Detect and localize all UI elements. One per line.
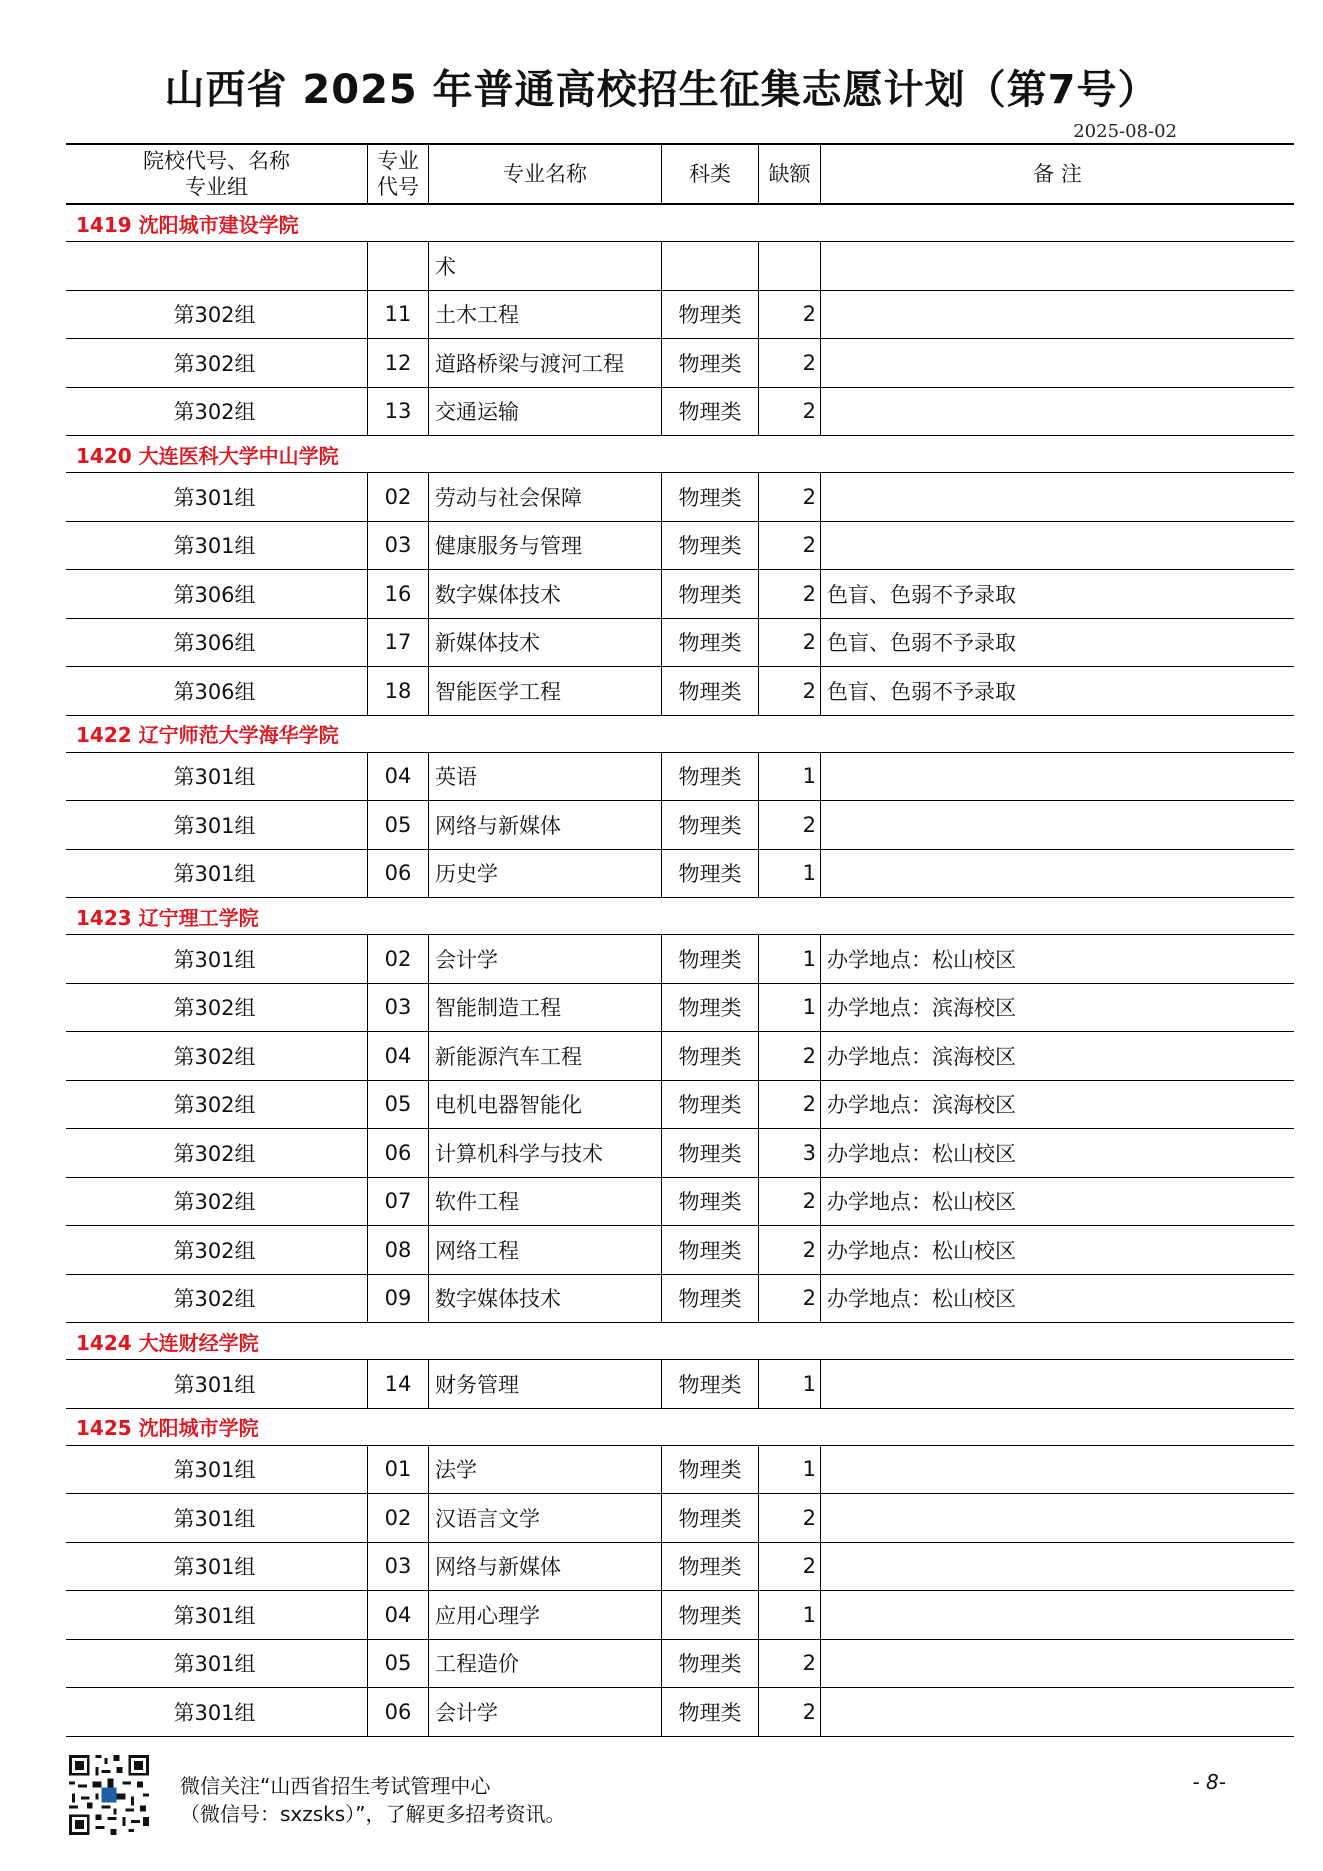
cell-vacancy: 3 [758,1129,820,1177]
cell-category: 物理类 [661,1226,758,1274]
table-row [66,1360,1294,1409]
footer-wechat-line1: 微信关注“山西省招生考试管理中心 [180,1774,491,1798]
cell-major-name: 新媒体技术 [428,619,661,667]
cell-note: 色盲、色弱不予录取 [820,619,1294,667]
cell-group: 第302组 [173,1287,256,1312]
cell-major-code: 05 [367,1081,428,1129]
cell-vacancy: 2 [758,1494,820,1542]
table-row [66,801,1294,850]
college-header: 1425 沈阳城市学院 [66,1409,1294,1446]
cell-major-name: 会计学 [428,1688,661,1736]
cell-group: 第301组 [173,1700,256,1725]
table-row [66,242,1294,291]
cell-group: 第301组 [173,765,256,790]
cell-major-code: 04 [367,753,428,801]
cell-group: 第301组 [173,813,256,838]
table-row [66,619,1294,668]
table-row [66,1494,1294,1543]
cell-major-code: 14 [367,1360,428,1408]
cell-note: 办学地点：松山校区 [820,1129,1294,1177]
cell-major-code: 03 [367,522,428,570]
cell-note: 办学地点：滨海校区 [820,984,1294,1032]
cell-major-code: 13 [367,388,428,436]
cell-major-name: 数字媒体技术 [428,570,661,618]
cell-major-name: 网络与新媒体 [428,1543,661,1591]
cell-group [66,242,367,290]
cell-vacancy: 2 [758,1543,820,1591]
table-row [66,1275,1294,1324]
table-row [66,935,1294,984]
cell-major-code [367,242,428,290]
cell-category: 物理类 [661,522,758,570]
header-major-code-line1: 专业 [377,149,419,173]
college-header: 1420 大连医科大学中山学院 [66,436,1294,473]
cell-major-name: 法学 [428,1446,661,1494]
cell-vacancy: 1 [758,1591,820,1639]
college-header: 1424 大连财经学院 [66,1323,1294,1360]
cell-major-code: 05 [367,1640,428,1688]
cell-group: 第301组 [173,1603,256,1628]
cell-vacancy: 1 [758,753,820,801]
header-group-label: 专业组 [185,175,248,199]
cell-note [820,1446,1294,1494]
cell-vacancy: 2 [758,388,820,436]
cell-major-code: 12 [367,339,428,387]
cell-category: 物理类 [661,667,758,715]
cell-major-name: 财务管理 [428,1360,661,1408]
cell-note [820,1543,1294,1591]
cell-group: 第302组 [173,400,256,425]
cell-vacancy: 1 [758,850,820,898]
cell-group: 第302组 [173,303,256,328]
cell-major-code: 05 [367,801,428,849]
header-category: 科类 [661,145,758,203]
cell-category: 物理类 [661,1360,758,1408]
cell-vacancy: 1 [758,1360,820,1408]
cell-vacancy: 2 [758,1226,820,1274]
cell-group: 第302组 [173,351,256,376]
table-row [66,753,1294,802]
header-notes: 备 注 [820,145,1294,203]
cell-category: 物理类 [661,570,758,618]
cell-vacancy: 2 [758,1688,820,1736]
cell-category: 物理类 [661,1446,758,1494]
cell-group: 第301组 [173,862,256,887]
cell-major-code: 16 [367,570,428,618]
cell-group: 第306组 [173,631,256,656]
cell-category: 物理类 [661,619,758,667]
cell-category: 物理类 [661,801,758,849]
cell-category: 物理类 [661,1543,758,1591]
cell-group: 第301组 [173,1555,256,1580]
cell-major-code: 07 [367,1178,428,1226]
cell-note [820,291,1294,339]
cell-major-name: 英语 [428,753,661,801]
cell-vacancy: 2 [758,1640,820,1688]
cell-group: 第301组 [173,1372,256,1397]
cell-major-code: 04 [367,1591,428,1639]
cell-note [820,1494,1294,1542]
table-row [66,1446,1294,1495]
cell-major-code: 06 [367,1129,428,1177]
cell-vacancy [758,242,820,290]
cell-group: 第301组 [173,1458,256,1483]
plan-table [66,143,1294,1737]
cell-vacancy: 2 [758,1178,820,1226]
college-header: 1422 辽宁师范大学海华学院 [66,716,1294,753]
header-college-label: 院校代号、名称 [143,149,290,173]
cell-group: 第301组 [173,1652,256,1677]
table-row [66,1178,1294,1227]
cell-category: 物理类 [661,1494,758,1542]
cell-major-name: 智能医学工程 [428,667,661,715]
cell-vacancy: 2 [758,619,820,667]
cell-vacancy: 2 [758,570,820,618]
cell-category: 物理类 [661,1275,758,1323]
page-title: 山西省 2025 年普通高校招生征集志愿计划（第7号） [164,67,1159,113]
cell-group: 第301组 [173,1506,256,1531]
cell-group: 第301组 [173,534,256,559]
cell-major-name: 计算机科学与技术 [428,1129,661,1177]
cell-major-name: 土木工程 [428,291,661,339]
publish-date: 2025-08-02 [1073,121,1177,142]
table-row [66,1591,1294,1640]
cell-note [820,339,1294,387]
cell-vacancy: 1 [758,1446,820,1494]
cell-major-name: 历史学 [428,850,661,898]
table-row [66,1129,1294,1178]
cell-note [820,242,1294,290]
cell-major-code: 02 [367,473,428,521]
cell-group: 第301组 [173,485,256,510]
cell-major-code: 06 [367,1688,428,1736]
cell-major-code: 02 [367,935,428,983]
cell-major-name: 道路桥梁与渡河工程 [428,339,661,387]
cell-note: 色盲、色弱不予录取 [820,570,1294,618]
cell-major-name: 健康服务与管理 [428,522,661,570]
cell-note [820,1360,1294,1408]
cell-major-name: 劳动与社会保障 [428,473,661,521]
cell-major-code: 17 [367,619,428,667]
cell-major-name: 数字媒体技术 [428,1275,661,1323]
cell-vacancy: 2 [758,1275,820,1323]
cell-group: 第306组 [173,679,256,704]
page-footer [66,1752,1226,1842]
cell-major-name: 软件工程 [428,1178,661,1226]
cell-category [661,242,758,290]
cell-group: 第302组 [173,1044,256,1069]
header-vacancy: 缺额 [758,145,820,203]
cell-major-name: 应用心理学 [428,1591,661,1639]
cell-vacancy: 2 [758,339,820,387]
cell-category: 物理类 [661,850,758,898]
table-row [66,667,1294,716]
header-college-group [66,145,367,203]
cell-group: 第302组 [173,996,256,1021]
cell-vacancy: 2 [758,473,820,521]
cell-category: 物理类 [661,1032,758,1080]
cell-major-name: 电机电器智能化 [428,1081,661,1129]
cell-category: 物理类 [661,291,758,339]
table-row [66,1640,1294,1689]
table-row [66,388,1294,437]
cell-major-code: 03 [367,984,428,1032]
cell-major-code: 03 [367,1543,428,1591]
cell-category: 物理类 [661,388,758,436]
cell-group: 第306组 [173,582,256,607]
cell-category: 物理类 [661,1591,758,1639]
cell-major-name: 新能源汽车工程 [428,1032,661,1080]
cell-category: 物理类 [661,984,758,1032]
table-row [66,570,1294,619]
cell-category: 物理类 [661,1081,758,1129]
cell-major-name: 交通运输 [428,388,661,436]
college-header: 1423 辽宁理工学院 [66,898,1294,935]
cell-major-name: 网络与新媒体 [428,801,661,849]
cell-note: 办学地点：滨海校区 [820,1081,1294,1129]
cell-category: 物理类 [661,753,758,801]
table-row [66,1543,1294,1592]
header-major-code-line2: 代号 [377,175,419,199]
cell-vacancy: 2 [758,1032,820,1080]
cell-note: 办学地点：松山校区 [820,1178,1294,1226]
cell-note [820,522,1294,570]
cell-note [820,1591,1294,1639]
cell-major-name: 术 [428,242,661,290]
header-major-code [367,145,428,203]
cell-note: 办学地点：松山校区 [820,1226,1294,1274]
cell-vacancy: 1 [758,935,820,983]
cell-major-code: 01 [367,1446,428,1494]
cell-note [820,1640,1294,1688]
cell-note [820,801,1294,849]
cell-major-name: 汉语言文学 [428,1494,661,1542]
cell-category: 物理类 [661,339,758,387]
qr-code-icon [66,1752,152,1838]
cell-group: 第302组 [173,1141,256,1166]
table-row [66,1226,1294,1275]
cell-group: 第301组 [173,947,256,972]
cell-major-name: 工程造价 [428,1640,661,1688]
table-row [66,1081,1294,1130]
cell-note [820,1688,1294,1736]
cell-note [820,388,1294,436]
cell-group: 第302组 [173,1093,256,1118]
table-row [66,984,1294,1033]
cell-note: 办学地点：松山校区 [820,1275,1294,1323]
cell-major-code: 18 [367,667,428,715]
cell-vacancy: 2 [758,801,820,849]
cell-category: 物理类 [661,473,758,521]
cell-major-code: 04 [367,1032,428,1080]
table-row [66,291,1294,340]
footer-wechat-line2: （微信号：sxzsks）”，了解更多招考资讯。 [180,1802,566,1826]
cell-major-name: 智能制造工程 [428,984,661,1032]
table-row [66,1032,1294,1081]
cell-major-code: 08 [367,1226,428,1274]
table-body [66,205,1294,1737]
cell-major-code: 09 [367,1275,428,1323]
cell-vacancy: 2 [758,667,820,715]
cell-note [820,753,1294,801]
cell-major-code: 11 [367,291,428,339]
header-major-name: 专业名称 [428,145,661,203]
cell-note: 办学地点：滨海校区 [820,1032,1294,1080]
cell-category: 物理类 [661,935,758,983]
college-header: 1419 沈阳城市建设学院 [66,205,1294,242]
cell-category: 物理类 [661,1640,758,1688]
cell-major-code: 06 [367,850,428,898]
page-number: - 8- [1192,1770,1226,1794]
cell-note [820,473,1294,521]
table-row [66,473,1294,522]
cell-vacancy: 2 [758,1081,820,1129]
cell-major-name: 网络工程 [428,1226,661,1274]
cell-note: 色盲、色弱不予录取 [820,667,1294,715]
cell-vacancy: 2 [758,522,820,570]
cell-category: 物理类 [661,1129,758,1177]
table-header [66,143,1294,205]
cell-category: 物理类 [661,1688,758,1736]
cell-category: 物理类 [661,1178,758,1226]
cell-note [820,850,1294,898]
cell-group: 第302组 [173,1238,256,1263]
table-row [66,339,1294,388]
cell-vacancy: 2 [758,291,820,339]
table-row [66,522,1294,571]
cell-major-name: 会计学 [428,935,661,983]
cell-note: 办学地点：松山校区 [820,935,1294,983]
table-row [66,850,1294,899]
table-row [66,1688,1294,1737]
cell-major-code: 02 [367,1494,428,1542]
cell-vacancy: 1 [758,984,820,1032]
cell-group: 第302组 [173,1190,256,1215]
